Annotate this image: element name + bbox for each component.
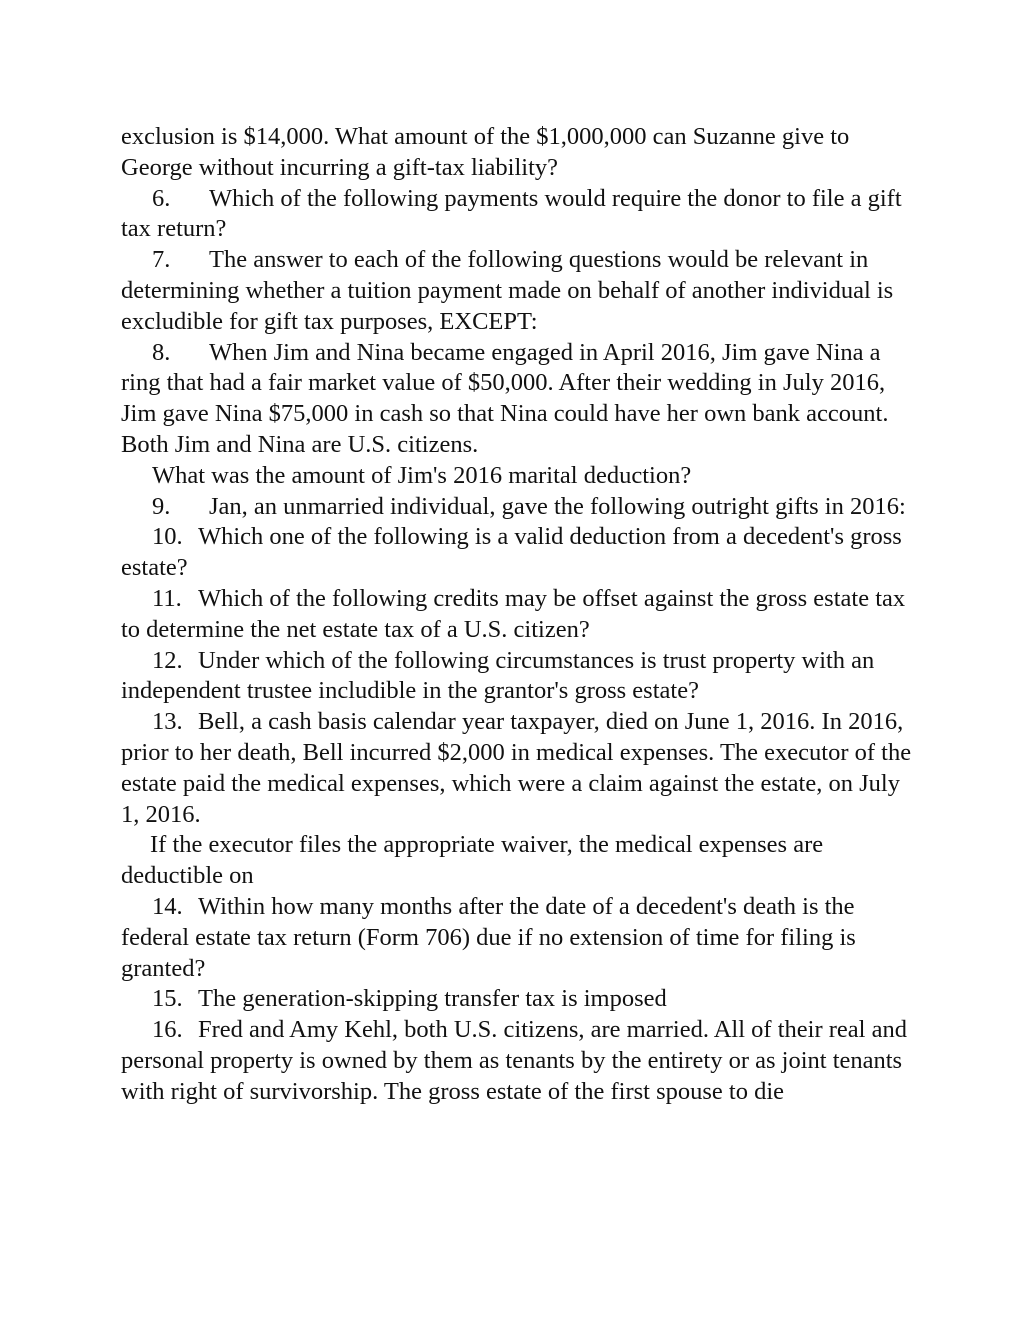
question-text: Which one of the following is a valid deduction from a decedent's gross estate?: [121, 523, 902, 582]
question-number: 9.: [152, 492, 171, 520]
question-7: [121, 245, 921, 337]
question-number: 7.: [152, 246, 171, 274]
question-10: [121, 522, 921, 584]
question-text: When Jim and Nina became engaged in April 2016, Jim gave Nina a ring that had a fair market value of $50,000. After their wedding in July 2016, Jim gave Nina $75,000 in cash so that Nina could have her own bank account. Both Jim and Nina are U.S. citizens.: [121, 338, 889, 458]
question-number: 6.: [152, 184, 171, 212]
question-13-prompt: [121, 830, 921, 892]
question-14: [121, 892, 921, 984]
question-number: 11.: [152, 584, 182, 612]
question-number: 16.: [152, 1016, 183, 1044]
paragraph-text: exclusion is $14,000. What amount of the $1,000,000 can Suzanne give to George without incurring a gift-tax liability?: [121, 123, 850, 181]
question-12: [121, 646, 921, 708]
question-number: 12.: [152, 646, 183, 674]
question-number: 10.: [152, 523, 183, 551]
question-text: Which of the following payments would require the donor to file a gift tax return?: [121, 184, 902, 243]
paragraph-text: What was the amount of Jim's 2016 marital deduction?: [152, 461, 692, 489]
question-text: Jan, an unmarried individual, gave the following outright gifts in 2016:: [209, 492, 906, 520]
question-text: Which of the following credits may be offset against the gross estate tax to determine the net estate tax of a U.S. citizen?: [121, 584, 906, 643]
question-text: The answer to each of the following questions would be relevant in determining whether a tuition payment made on behalf of another individual is excludible for gift tax purposes, EXCEPT:: [121, 246, 894, 335]
question-9: [121, 492, 921, 523]
question-15: [121, 984, 921, 1015]
question-6: [121, 184, 921, 246]
question-8-prompt: [121, 461, 921, 492]
question-text: Fred and Amy Kehl, both U.S. citizens, are married. All of their real and personal property is owned by them as tenants by the entirety or as joint tenants with right of survivorship. The gross estate of the first spouse to die: [121, 1016, 907, 1105]
question-number: 8.: [152, 338, 171, 366]
question-16: [121, 1015, 921, 1107]
paragraph-text: If the executor files the appropriate waiver, the medical expenses are deductible on: [121, 831, 824, 890]
question-number: 15.: [152, 985, 183, 1013]
paragraph-continuation: [121, 122, 921, 184]
question-text: The generation-skipping transfer tax is imposed: [198, 985, 667, 1013]
question-8: [121, 338, 921, 461]
question-number: 13.: [152, 708, 183, 736]
question-text: Under which of the following circumstances is trust property with an independent trustee includible in the grantor's gross estate?: [121, 646, 875, 705]
question-13: [121, 707, 921, 830]
question-11: [121, 584, 921, 646]
question-text: Bell, a cash basis calendar year taxpayer, died on June 1, 2016. In 2016, prior to her death, Bell incurred $2,000 in medical expenses. The executor of the estate paid the medical expenses, which were a claim against the estate, on July 1, 2016.: [121, 708, 912, 828]
document-page: [121, 122, 921, 1108]
question-number: 14.: [152, 892, 183, 920]
question-text: Within how many months after the date of a decedent's death is the federal estate tax return (Form 706) due if no extension of time for filing is granted?: [121, 892, 856, 982]
